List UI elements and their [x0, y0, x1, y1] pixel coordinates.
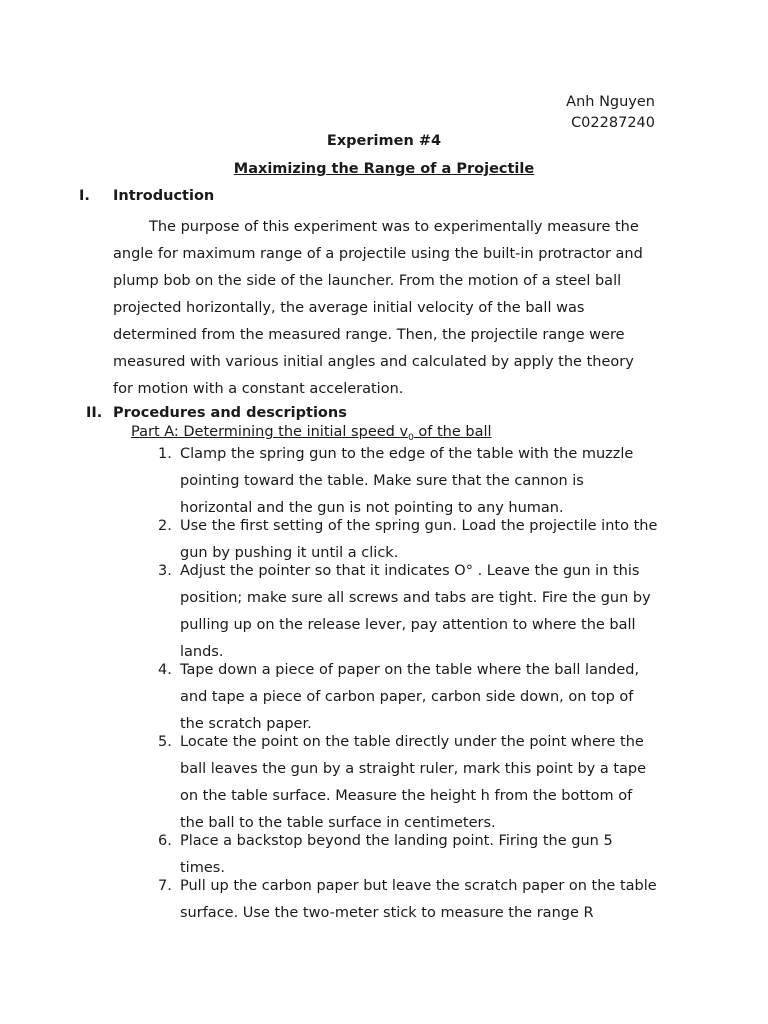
step-number: 7.	[158, 878, 172, 894]
list-item	[158, 873, 658, 927]
section-2-title: Procedures and descriptions	[113, 405, 347, 421]
section-1-title: Introduction	[113, 188, 215, 204]
procedure-steps	[158, 441, 658, 927]
step-text: Adjust the pointer so that it indicates O° . Leave the gun in this position; make sure all screws and tabs are tight. Fire the gun by pulling up on the release lever, pay attention to where the ball lands.	[180, 563, 651, 660]
author-name: Anh Nguyen	[566, 94, 655, 110]
introduction-body	[113, 214, 658, 403]
list-item	[158, 558, 658, 666]
step-text: Tape down a piece of paper on the table where the ball landed, and tape a piece of carbon paper, carbon side down, on top of the scratch paper.	[180, 662, 640, 732]
step-number: 6.	[158, 833, 172, 849]
list-item	[158, 657, 658, 738]
step-number: 5.	[158, 734, 172, 750]
step-text: Use the first setting of the spring gun. Load the projectile into the gun by pushing it until a click.	[180, 518, 658, 561]
introduction-paragraph: The purpose of this experiment was to experimentally measure the angle for maximum range of a projectile using the built-in protractor and plump bob on the side of the launcher. From the motion of a steel ball projected horizontally, the average initial velocity of the ball was determined from the measured range. Then, the projectile range were measured with various initial angles and calculated by apply the theory for motion with a constant acceleration.	[113, 219, 643, 397]
part-a-subscript: 0	[408, 432, 414, 443]
part-a-text: Part A: Determining the initial speed v	[131, 424, 409, 440]
step-text: Clamp the spring gun to the edge of the table with the muzzle pointing toward the table. Make sure that the cannon is horizontal and the gun is not pointing to any human.	[180, 446, 634, 516]
step-number: 4.	[158, 662, 172, 678]
list-item	[158, 441, 658, 522]
step-number: 2.	[158, 518, 172, 534]
author-block	[566, 92, 655, 134]
student-id: C02287240	[571, 115, 655, 131]
main-title: Maximizing the Range of a Projectile	[233, 161, 535, 177]
experiment-title: Experimen #4	[326, 133, 442, 149]
step-text: Locate the point on the table directly under the point where the ball leaves the gun by a straight ruler, mark this point by a tape on the table surface. Measure the height h from the bottom of the ball to the table surface in centimeters.	[180, 734, 647, 831]
step-number: 1.	[158, 446, 172, 462]
part-a-suffix: of the ball	[413, 424, 492, 440]
list-item	[158, 729, 658, 837]
section-2-number: II.	[86, 405, 103, 421]
section-1-number: I.	[79, 188, 90, 204]
step-text: Pull up the carbon paper but leave the scratch paper on the table surface. Use the two-meter stick to measure the range R	[180, 878, 657, 921]
step-text: Place a backstop beyond the landing point. Firing the gun 5 times.	[180, 833, 613, 876]
step-number: 3.	[158, 563, 172, 579]
